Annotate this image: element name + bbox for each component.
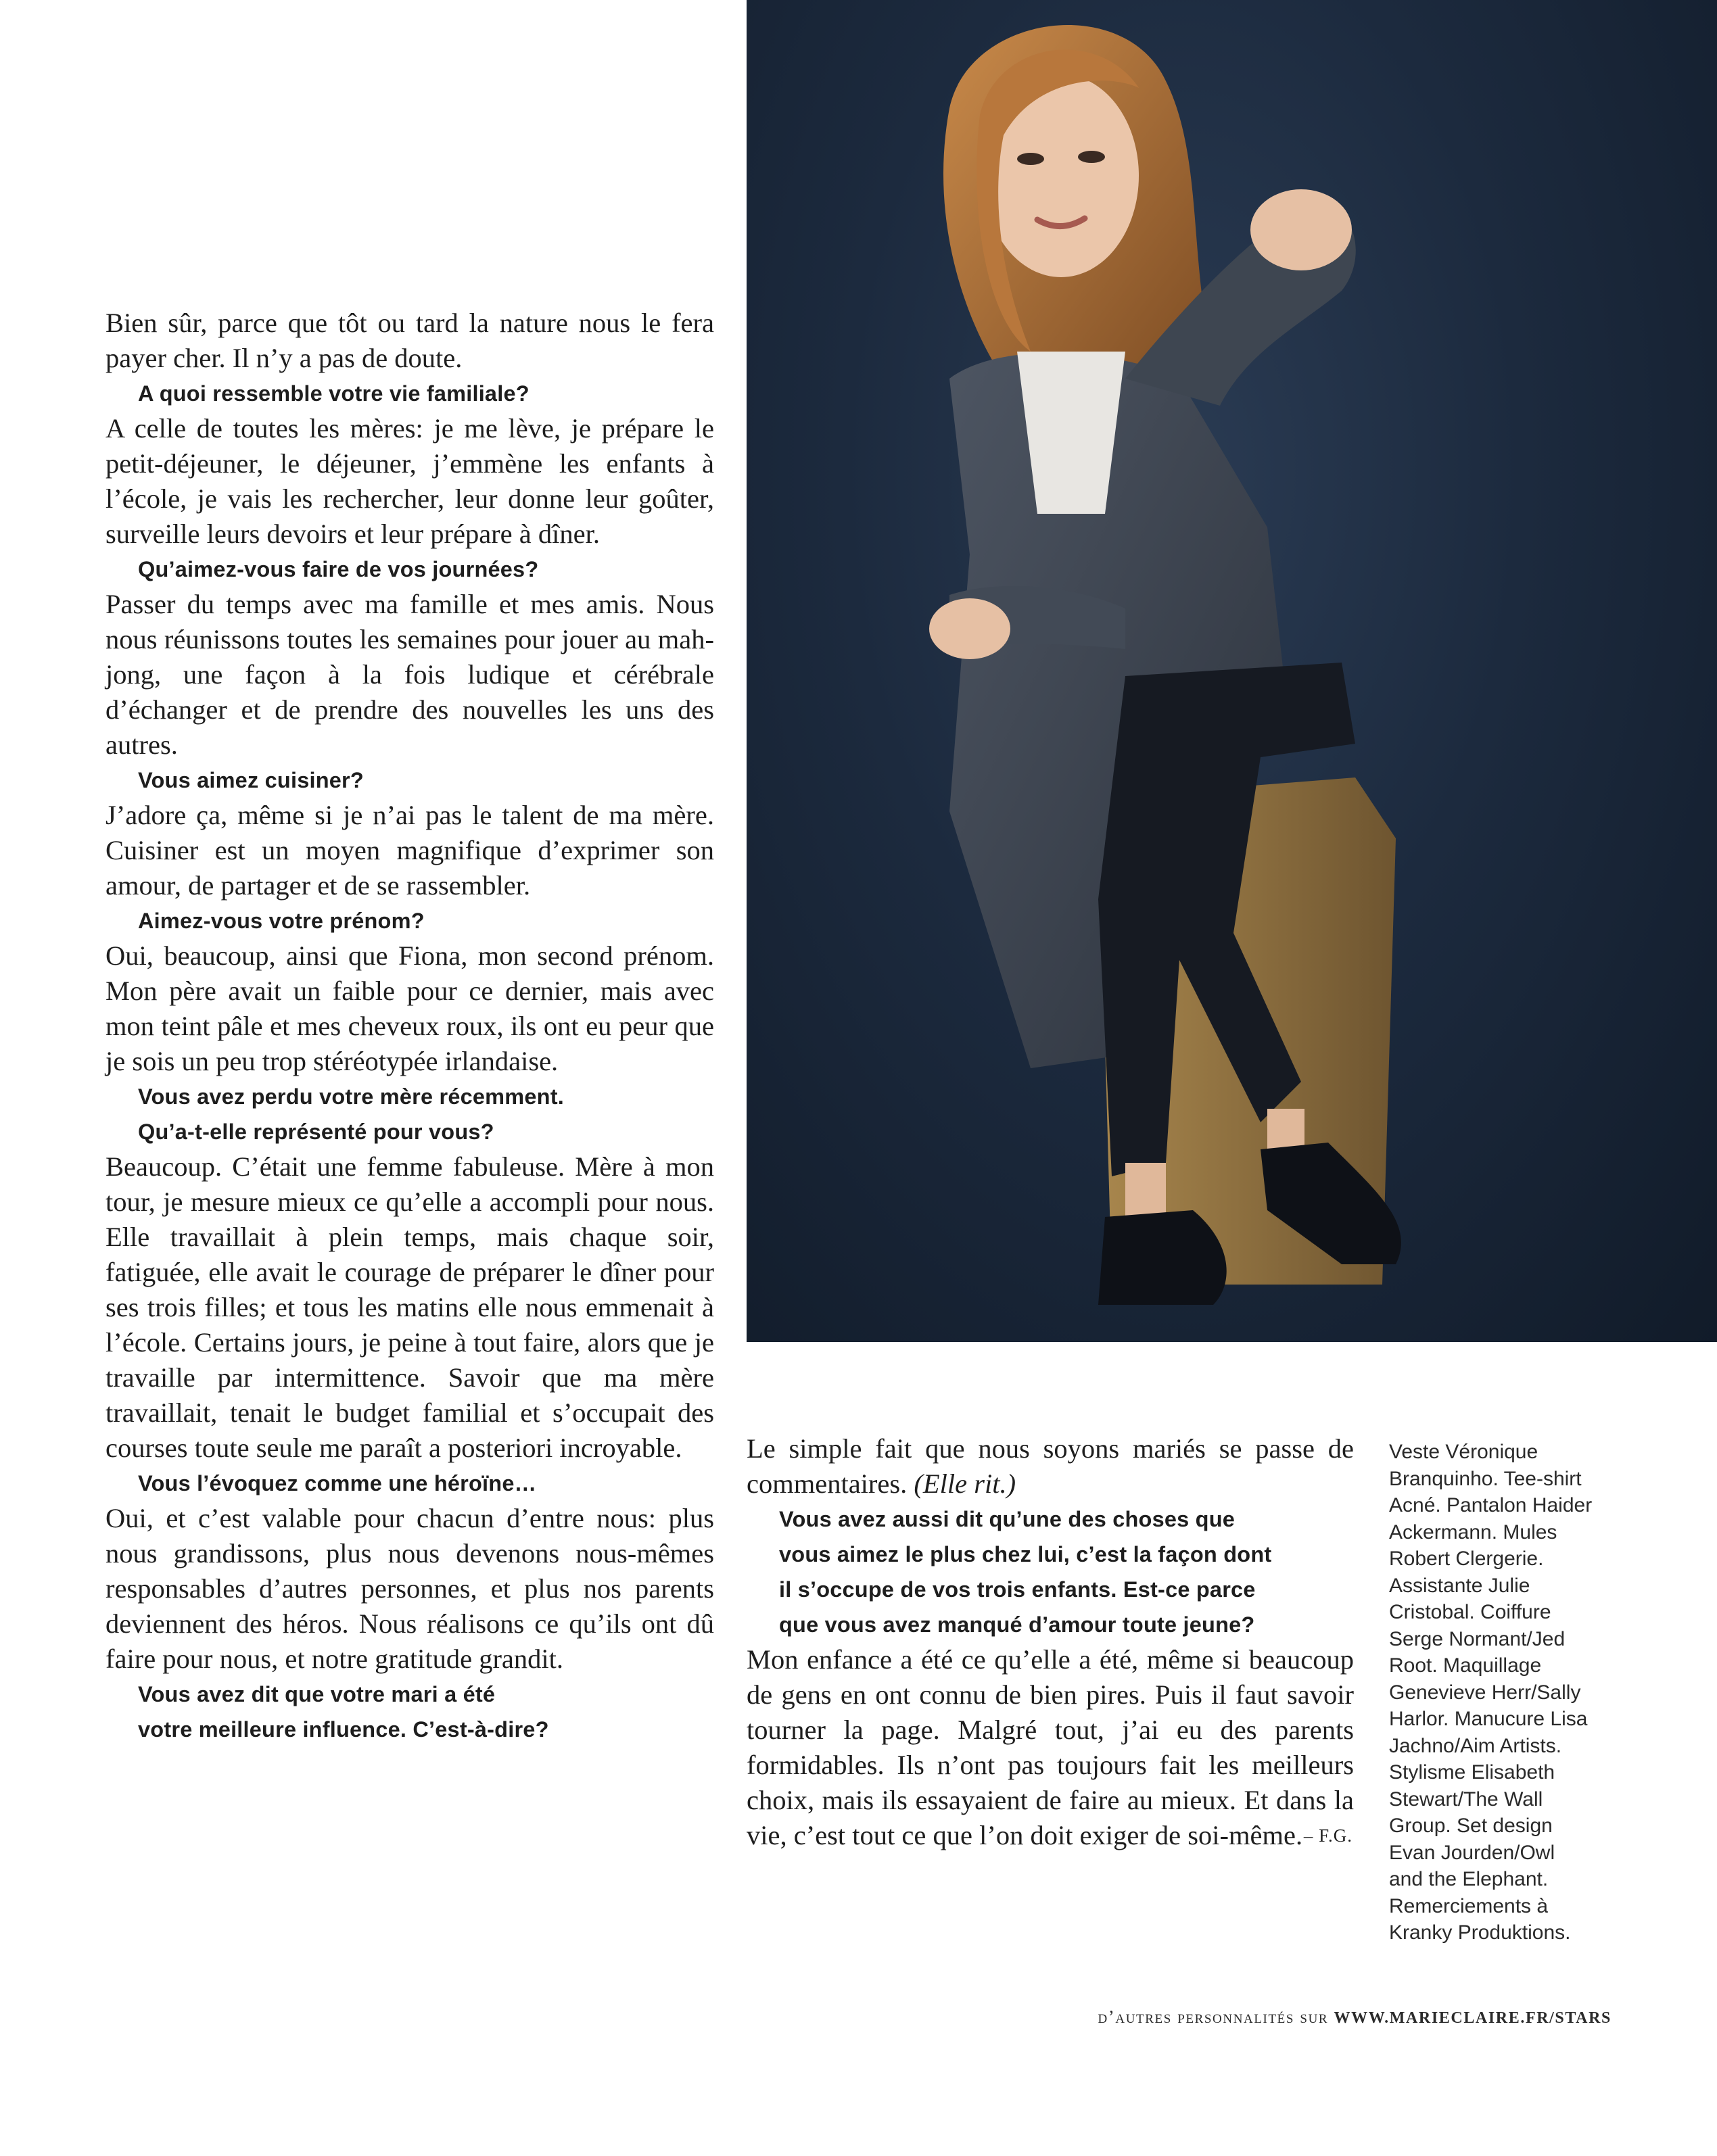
- credit-line: Kranky Produktions.: [1389, 1921, 1571, 1944]
- credit-line: Root. Maquillage: [1389, 1654, 1542, 1677]
- credit-line: Acné. Pantalon Haider: [1389, 1494, 1593, 1516]
- question-2: Qu’aimez-vous faire de vos journées?: [138, 557, 539, 581]
- page-footer: [1098, 2007, 1612, 2028]
- answer-3: J’adore ça, même si je n’ai pas le talent de ma mère. Cuisiner est un moyen magnifique d’exprimer son amour, de partager et de se rassembler.: [105, 800, 714, 901]
- credit-line: and the Elephant.: [1389, 1868, 1549, 1890]
- question-1: A quoi ressemble votre vie familiale?: [138, 381, 530, 406]
- answer-8-text: Mon enfance a été ce qu’elle a été, même si beaucoup de gens en ont connu de bien pires. Puis il faut savoir tourner la page. Malgré tout, j’ai eu des parents formidables. Ils n’ont pas toujours fait les meilleurs choix, mais ils essayaient de faire au mieux. Et dans la vie, c’est tout ce que l’on doit exiger de soi-même.: [747, 1644, 1354, 1850]
- credit-line: Robert Clergerie.: [1389, 1548, 1544, 1570]
- credit-line: Serge Normant/Jed: [1389, 1627, 1566, 1650]
- credit-line: Stewart/The Wall: [1389, 1788, 1543, 1811]
- answer-6: Oui, et c’est valable pour chacun d’entre nous: plus nous grandissons, plus nous devenons nous-mêmes responsables d’autres personnes, et plus nos parents deviennent des héros. Nous réalisons ce qu’ils ont dû faire pour nous, et notre gratitude grandit.: [105, 1503, 714, 1674]
- credit-line: Stylisme Elisabeth: [1389, 1761, 1555, 1783]
- question-7-line-2: votre meilleure influence. C’est-à-dire?: [138, 1717, 549, 1742]
- author-signature: – F.G.: [1303, 1825, 1353, 1846]
- answer-5: Beaucoup. C’était une femme fabuleuse. Mère à mon tour, je mesure mieux ce qu’elle a accompli pour nous. Elle travaillait à plein temps, mais chaque soir, fatiguée, elle avait le courage de préparer le dîner pour ses trois filles; et tous les matins elle nous emmenait à l’école. Certains jours, je peine à tout faire, alors que je travaille par intermittence. Savoir que ma mère travaillait, tenait le budget familial et s’occupait des courses toute seule me paraît a posteriori incroyable.: [105, 1151, 714, 1463]
- article-column-1: [105, 306, 714, 1747]
- credit-line: Group. Set design: [1389, 1815, 1553, 1837]
- question-7: [105, 1677, 714, 1747]
- answer-1: A celle de toutes les mères: je me lève, je prépare le petit-déjeuner, le déjeuner, j’emmène les enfants à l’école, je vais les rechercher, leur donne leur goûter, surveille leurs devoirs et leur prépare à dîner.: [105, 413, 714, 549]
- question-6: Vous l’évoquez comme une héroïne…: [138, 1471, 537, 1495]
- answer-2: Passer du temps avec ma famille et mes amis. Nous nous réunissons toutes les semaines pour jouer au mah-jong, une façon à la fois ludique et cérébrale d’échanger et de prendre des nouvelles les uns des autres.: [105, 589, 714, 760]
- portrait-photo: [747, 0, 1717, 1342]
- question-5-line-2: Qu’a-t-elle représenté pour vous?: [138, 1120, 494, 1144]
- credit-line: Ackermann. Mules: [1389, 1520, 1557, 1543]
- article-column-2: [747, 1431, 1354, 1853]
- question-8: [747, 1502, 1354, 1642]
- credit-line: Genevieve Herr/Sally: [1389, 1681, 1581, 1704]
- answer-4: Oui, beaucoup, ainsi que Fiona, mon second prénom. Mon père avait un faible pour ce dernier, mais avec mon teint pâle et mes cheveux roux, ils ont eu peur que je sois un peu trop stéréotypée irlandaise.: [105, 940, 714, 1076]
- question-8-line-3: il s’occupe de vos trois enfants. Est-ce parce: [779, 1577, 1256, 1602]
- question-8-line-4: que vous avez manqué d’amour toute jeune?: [779, 1612, 1255, 1637]
- credit-line: Jachno/Aim Artists.: [1389, 1734, 1562, 1757]
- footer-link[interactable]: WWW.MARIECLAIRE.FR/STARS: [1334, 2009, 1612, 2027]
- photo-credits: [1389, 1439, 1632, 1946]
- credit-line: Harlor. Manucure Lisa: [1389, 1708, 1588, 1730]
- intro-paragraph: Bien sûr, parce que tôt ou tard la nature nous le fera payer cher. Il n’y a pas de doute.: [105, 308, 714, 373]
- answer-7-text: Le simple fait que nous soyons mariés se passe de commentaires.: [747, 1433, 1354, 1499]
- question-3: Vous aimez cuisiner?: [138, 768, 364, 792]
- shoe-left: [1098, 1210, 1227, 1305]
- question-7-line-1: Vous avez dit que votre mari a été: [138, 1682, 496, 1706]
- credit-line: Veste Véronique: [1389, 1441, 1538, 1463]
- credit-line: Assistante Julie: [1389, 1574, 1530, 1597]
- footer-text: d’autres personnalités sur: [1098, 2007, 1329, 2027]
- question-5-line-1: Vous avez perdu votre mère récemment.: [138, 1084, 564, 1109]
- credit-line: Remerciements à: [1389, 1894, 1549, 1917]
- answer-7-aside: (Elle rit.): [914, 1468, 1016, 1499]
- credit-line: Branquinho. Tee-shirt: [1389, 1467, 1582, 1490]
- question-5: [105, 1079, 714, 1149]
- credit-line: Cristobal. Coiffure: [1389, 1601, 1551, 1623]
- credit-line: Evan Jourden/Owl: [1389, 1841, 1555, 1864]
- question-8-line-2: vous aimez le plus chez lui, c’est la façon dont: [779, 1542, 1272, 1566]
- portrait-illustration: [747, 0, 1717, 1342]
- question-8-line-1: Vous avez aussi dit qu’une des choses que: [779, 1507, 1236, 1531]
- answer-8: [747, 1642, 1354, 1853]
- question-4: Aimez-vous votre prénom?: [138, 909, 425, 933]
- answer-7: [747, 1431, 1354, 1502]
